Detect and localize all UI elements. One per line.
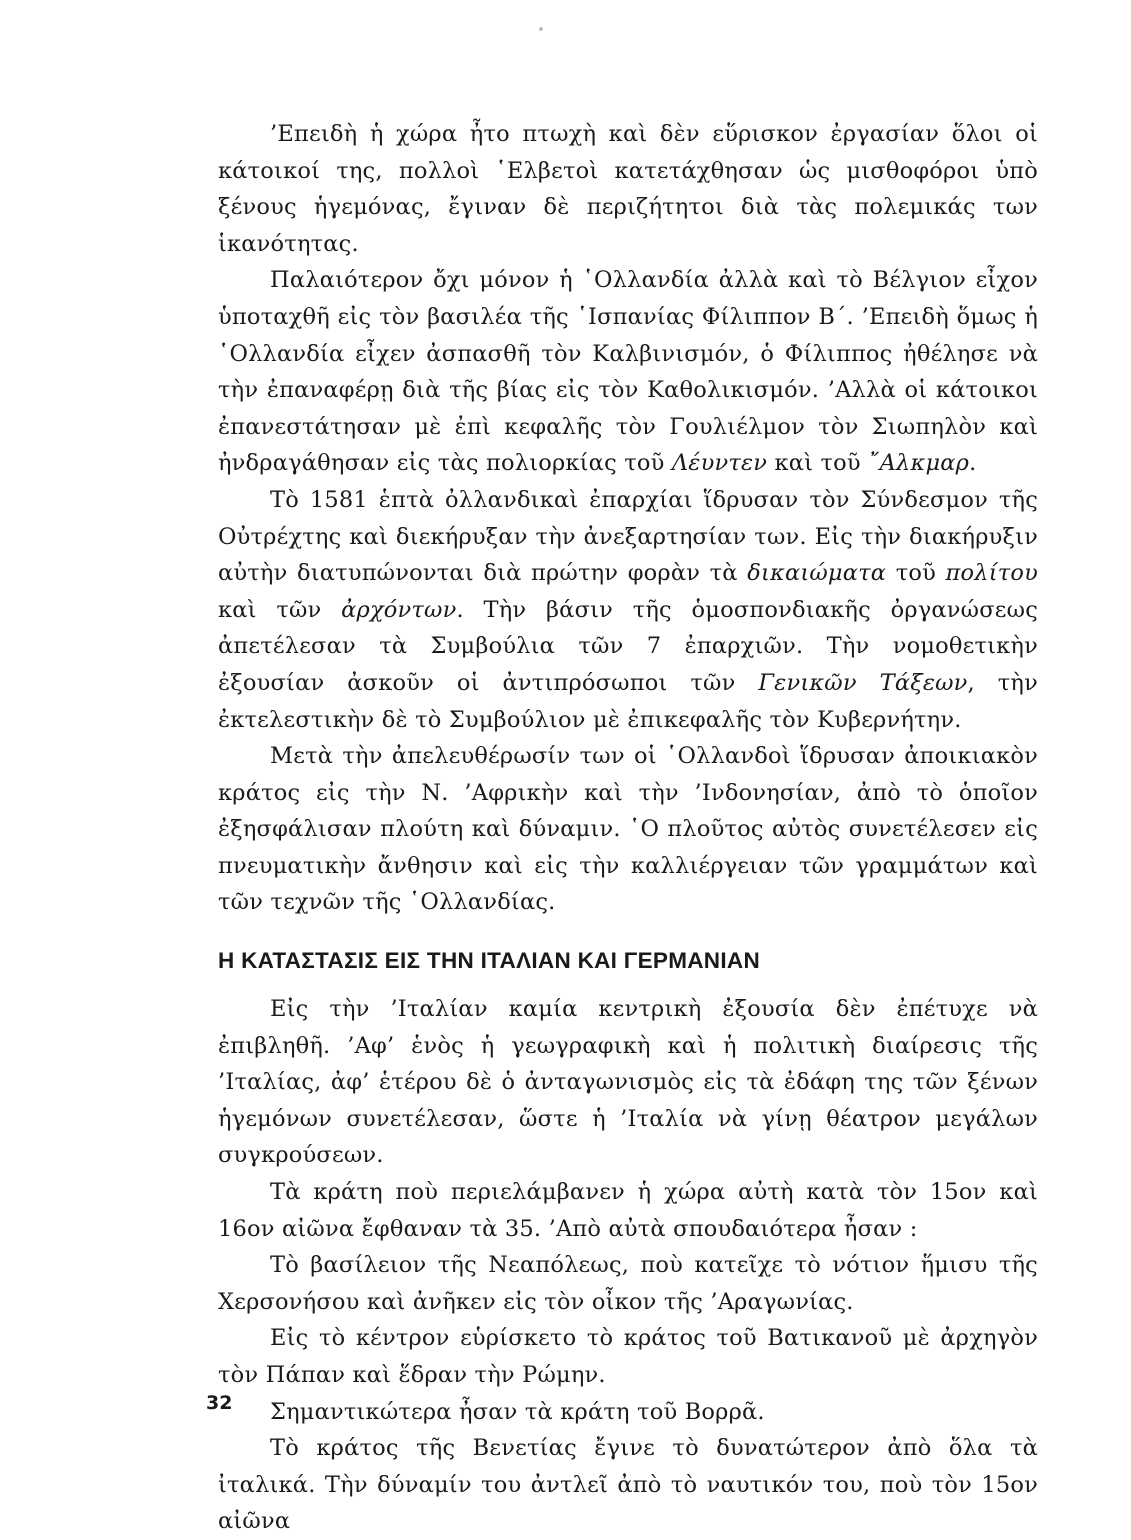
paragraph-venice: Τὸ κράτος τῆς Βενετίας ἔγινε τὸ δυνατώτερον ἀπὸ ὅλα τὰ ἰταλικά. Τὴν δύναμίν του ἀντλεῖ ἀπὸ τὸ ναυτικόν του, ποὺ τὸν 15ον αἰῶνα (218, 1435, 1038, 1535)
paragraph-italy-division: Εἰς τὴν ’Ιταλίαν καμία κεντρικὴ ἐξουσία δὲν ἐπέτυχε νὰ ἐπιβληθῆ. ’Αφ’ ἑνὸς ἡ γεωγραφικὴ καὶ ἡ πολιτικὴ διαίρεσις τῆς ’Ιταλίας, ἀφ’ ἑτέρου δὲ ὁ ἀνταγωνισμὸς εἰς τὰ ἐδάφη της τῶν ξένων ἡγεμόνων συνετέλεσαν, ὥστε ἡ ’Ιταλία νὰ γίνῃ θέατρον μεγάλων συγκρούσεων. (218, 996, 1038, 1169)
scan-speck (539, 27, 543, 31)
place-alkmar: ῎Αλκμαρ (868, 450, 970, 477)
paragraph-italian-states: Τὰ κράτη ποὺ περιελάμβανεν ἡ χώρα αὐτὴ κατὰ τὸν 15ον καὶ 16ον αἰῶνα ἔφθαναν τὰ 35. ’Απὸ αὐτὰ σπουδαιότερα ἦσαν : (218, 1179, 1038, 1242)
term-citizen: πολίτου (945, 560, 1038, 587)
section-heading-italy-germany: Η ΚΑΤΑΣΤΑΣΙΣ ΕΙΣ ΤΗΝ ΙΤΑΛΙΑΝ ΚΑΙ ΓΕΡΜΑΝΙΑΝ (218, 948, 760, 974)
paragraph-vatican: Εἰς τὸ κέντρον εὑρίσκετο τὸ κράτος τοῦ Βατικανοῦ μὲ ἀρχηγὸν τὸν Πάπαν καὶ ἕδραν τὴν Ρώμην. (218, 1325, 1038, 1388)
paragraph-union-of-utrecht: Τὸ 1581 ἑπτὰ ὀλλανδικαὶ ἐπαρχίαι ἵδρυσαν τὸν Σύνδεσμον τῆς Οὐτρέχτης καὶ διεκήρυξαν τὴν ἀνεξαρτησίαν των. Εἰς τὴν διακήρυξιν αὐτὴν διατυπώνονται διὰ πρώτην φορὰν τὰ δικαιώματα τοῦ πολίτου καὶ τῶν ἀρχόντων. Τὴν βάσιν τῆς ὁμοσπονδιακῆς ὀργανώσεως ἀπετέλεσαν τὰ Συμβούλια τῶν 7 ἐπαρχιῶν. Τὴν νομοθετικὴν ἐξουσίαν ἀσκοῦν οἱ ἀντιπρόσωποι τῶν Γενικῶν Τάξεων, τὴν ἐκτελεστικὴν δὲ τὸ Συμβούλιον μὲ ἐπικεφαλῆς τὸν Κυβερνήτην. (218, 486, 1038, 733)
paragraph-swiss-mercenaries: ’Επειδὴ ἡ χώρα ἦτο πτωχὴ καὶ δὲν εὕρισκον ἐργασίαν ὅλοι οἱ κάτοικοί της, πολλοὶ ῾Ελβετοὶ κατετάχθησαν ὡς μισθοφόροι ὑπὸ ξένους ἡγεμόνας, ἔγιναν δὲ περιζήτητοι διὰ τὰς πολεμικάς των ἱκανότητας. (218, 121, 1038, 257)
paragraph-dutch-colonies: Μετὰ τὴν ἀπελευθέρωσίν των οἱ ῾Ολλανδοὶ ἵδρυσαν ἀποικιακὸν κράτος εἰς τὴν Ν. ’Αφρικὴν καὶ τὴν ’Ινδονησίαν, ἀπὸ τὸ ὁποῖον ἐξησφάλισαν πλούτη καὶ δύναμιν. ῾Ο πλοῦτος αὐτὸς συνετέλεσεν εἰς πνευματικὴν ἄνθησιν καὶ εἰς τὴν καλλιέργειαν τῶν γραμμάτων καὶ τῶν τεχνῶν τῆς ῾Ολλανδίας. (218, 743, 1038, 916)
term-rulers: ἀρχόντων (341, 596, 457, 623)
page-number: 32 (206, 1392, 233, 1414)
paragraph-naples: Τὸ βασίλειον τῆς Νεαπόλεως, ποὺ κατεῖχε τὸ νότιον ἥμισυ τῆς Χερσονήσου καὶ ἀνῆκεν εἰς τὸν οἶκον τῆς ’Αραγωνίας. (218, 1252, 1038, 1315)
term-rights: δικαιώματα (747, 560, 887, 587)
term-estates-general: Γενικῶν Τάξεων (758, 669, 968, 696)
paragraph-north-states: Σημαντικώτερα ἦσαν τὰ κράτη τοῦ Βορρᾶ. (270, 1398, 765, 1425)
body-text (218, 116, 1038, 1540)
place-leyden: Λέυντεν (671, 450, 768, 477)
paragraph-netherlands-spain: Παλαιότερον ὄχι μόνον ἡ ῾Ολλανδία ἀλλὰ καὶ τὸ Βέλγιον εἶχον ὑποταχθῆ εἰς τὸν βασιλέα τῆς ῾Ισπανίας Φίλιππον Β΄. ’Επειδὴ ὅμως ἡ ῾Ολλανδία εἶχεν ἀσπασθῆ τὸν Καλβινισμόν, ὁ Φίλιππος ἠθέλησε νὰ τὴν ἐπαναφέρῃ διὰ τῆς βίας εἰς τὸν Καθολικισμόν. ’Αλλὰ οἱ κάτοικοι ἐπανεστάτησαν μὲ ἐπὶ κεφαλῆς τὸν Γουλιέλμον τὸν Σιωπηλὸν καὶ ἠνδραγάθησαν εἰς τὰς πολιορκίας τοῦ Λέυντεν καὶ τοῦ ῎Αλκμαρ. (218, 267, 1038, 477)
